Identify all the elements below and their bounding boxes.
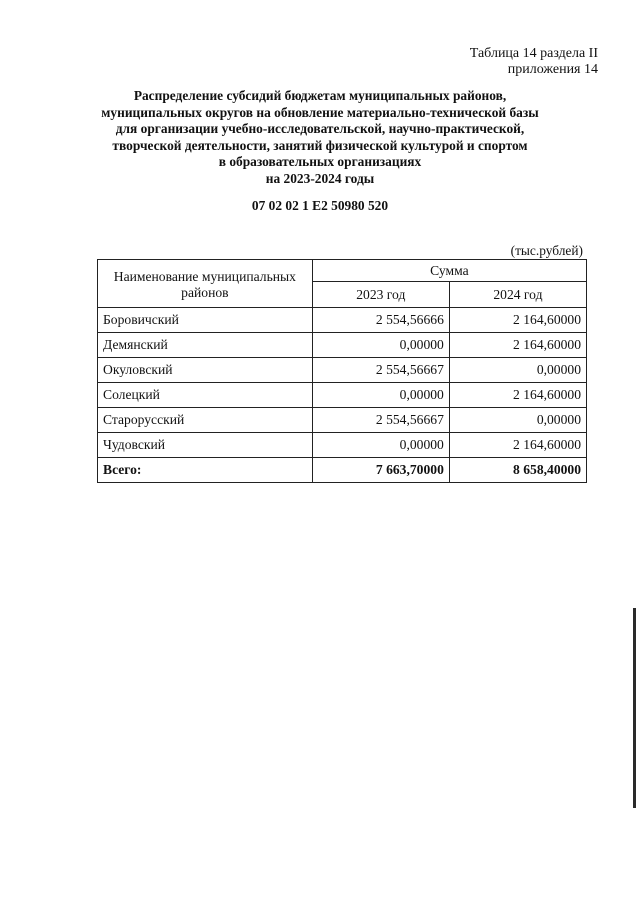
district-name: Солецкий [98, 383, 313, 408]
amount-2024: 2 164,60000 [449, 333, 586, 358]
column-header-2024: 2024 год [449, 282, 586, 308]
district-name: Боровичский [98, 308, 313, 333]
title-line: для организации учебно-исследовательской, научно-практической, [115, 121, 525, 137]
total-2023: 7 663,70000 [312, 458, 449, 483]
amount-2024: 2 164,60000 [449, 383, 586, 408]
total-label: Всего: [98, 458, 313, 483]
table-row [98, 383, 587, 408]
column-header-sum: Сумма [312, 260, 586, 282]
table-row [98, 333, 587, 358]
table-reference-line1: Таблица 14 раздела II [469, 46, 598, 61]
subsidy-table [97, 259, 587, 483]
table-reference [470, 46, 598, 78]
table-row [98, 408, 587, 433]
table-row [98, 433, 587, 458]
budget-code: 07 02 02 1 Е2 50980 520 [251, 198, 389, 213]
amount-2024: 2 164,60000 [449, 433, 586, 458]
title-line: творческой деятельности, занятий физической культурой и спортом [112, 137, 528, 153]
scan-edge-mark [633, 608, 636, 808]
title-line: Распределение субсидий бюджетам муниципальных районов, [133, 88, 507, 103]
column-header-2023: 2023 год [312, 282, 449, 308]
table-row [98, 308, 587, 333]
amount-2024: 0,00000 [449, 358, 586, 383]
document-title [60, 88, 580, 188]
amount-2023: 2 554,56666 [312, 308, 449, 333]
unit-label: (тыс.рублей) [510, 243, 583, 258]
title-line: муниципальных округов на обновление материально-технической базы [101, 104, 539, 120]
column-header-name: Наименование муниципальных районов [98, 260, 313, 308]
amount-2023: 2 554,56667 [312, 358, 449, 383]
table-reference-line2: приложения 14 [507, 62, 598, 77]
district-name: Демянский [98, 333, 313, 358]
district-name: Окуловский [98, 358, 313, 383]
amount-2023: 0,00000 [312, 333, 449, 358]
table-row [98, 358, 587, 383]
amount-2024: 2 164,60000 [449, 308, 586, 333]
amount-2023: 0,00000 [312, 383, 449, 408]
total-row [98, 458, 587, 483]
title-line: на 2023-2024 годы [265, 170, 375, 186]
amount-2023: 2 554,56667 [312, 408, 449, 433]
district-name: Чудовский [98, 433, 313, 458]
total-2024: 8 658,40000 [449, 458, 586, 483]
amount-2024: 0,00000 [449, 408, 586, 433]
district-name: Старорусский [98, 408, 313, 433]
amount-2023: 0,00000 [312, 433, 449, 458]
title-line: в образовательных организациях [218, 154, 422, 170]
